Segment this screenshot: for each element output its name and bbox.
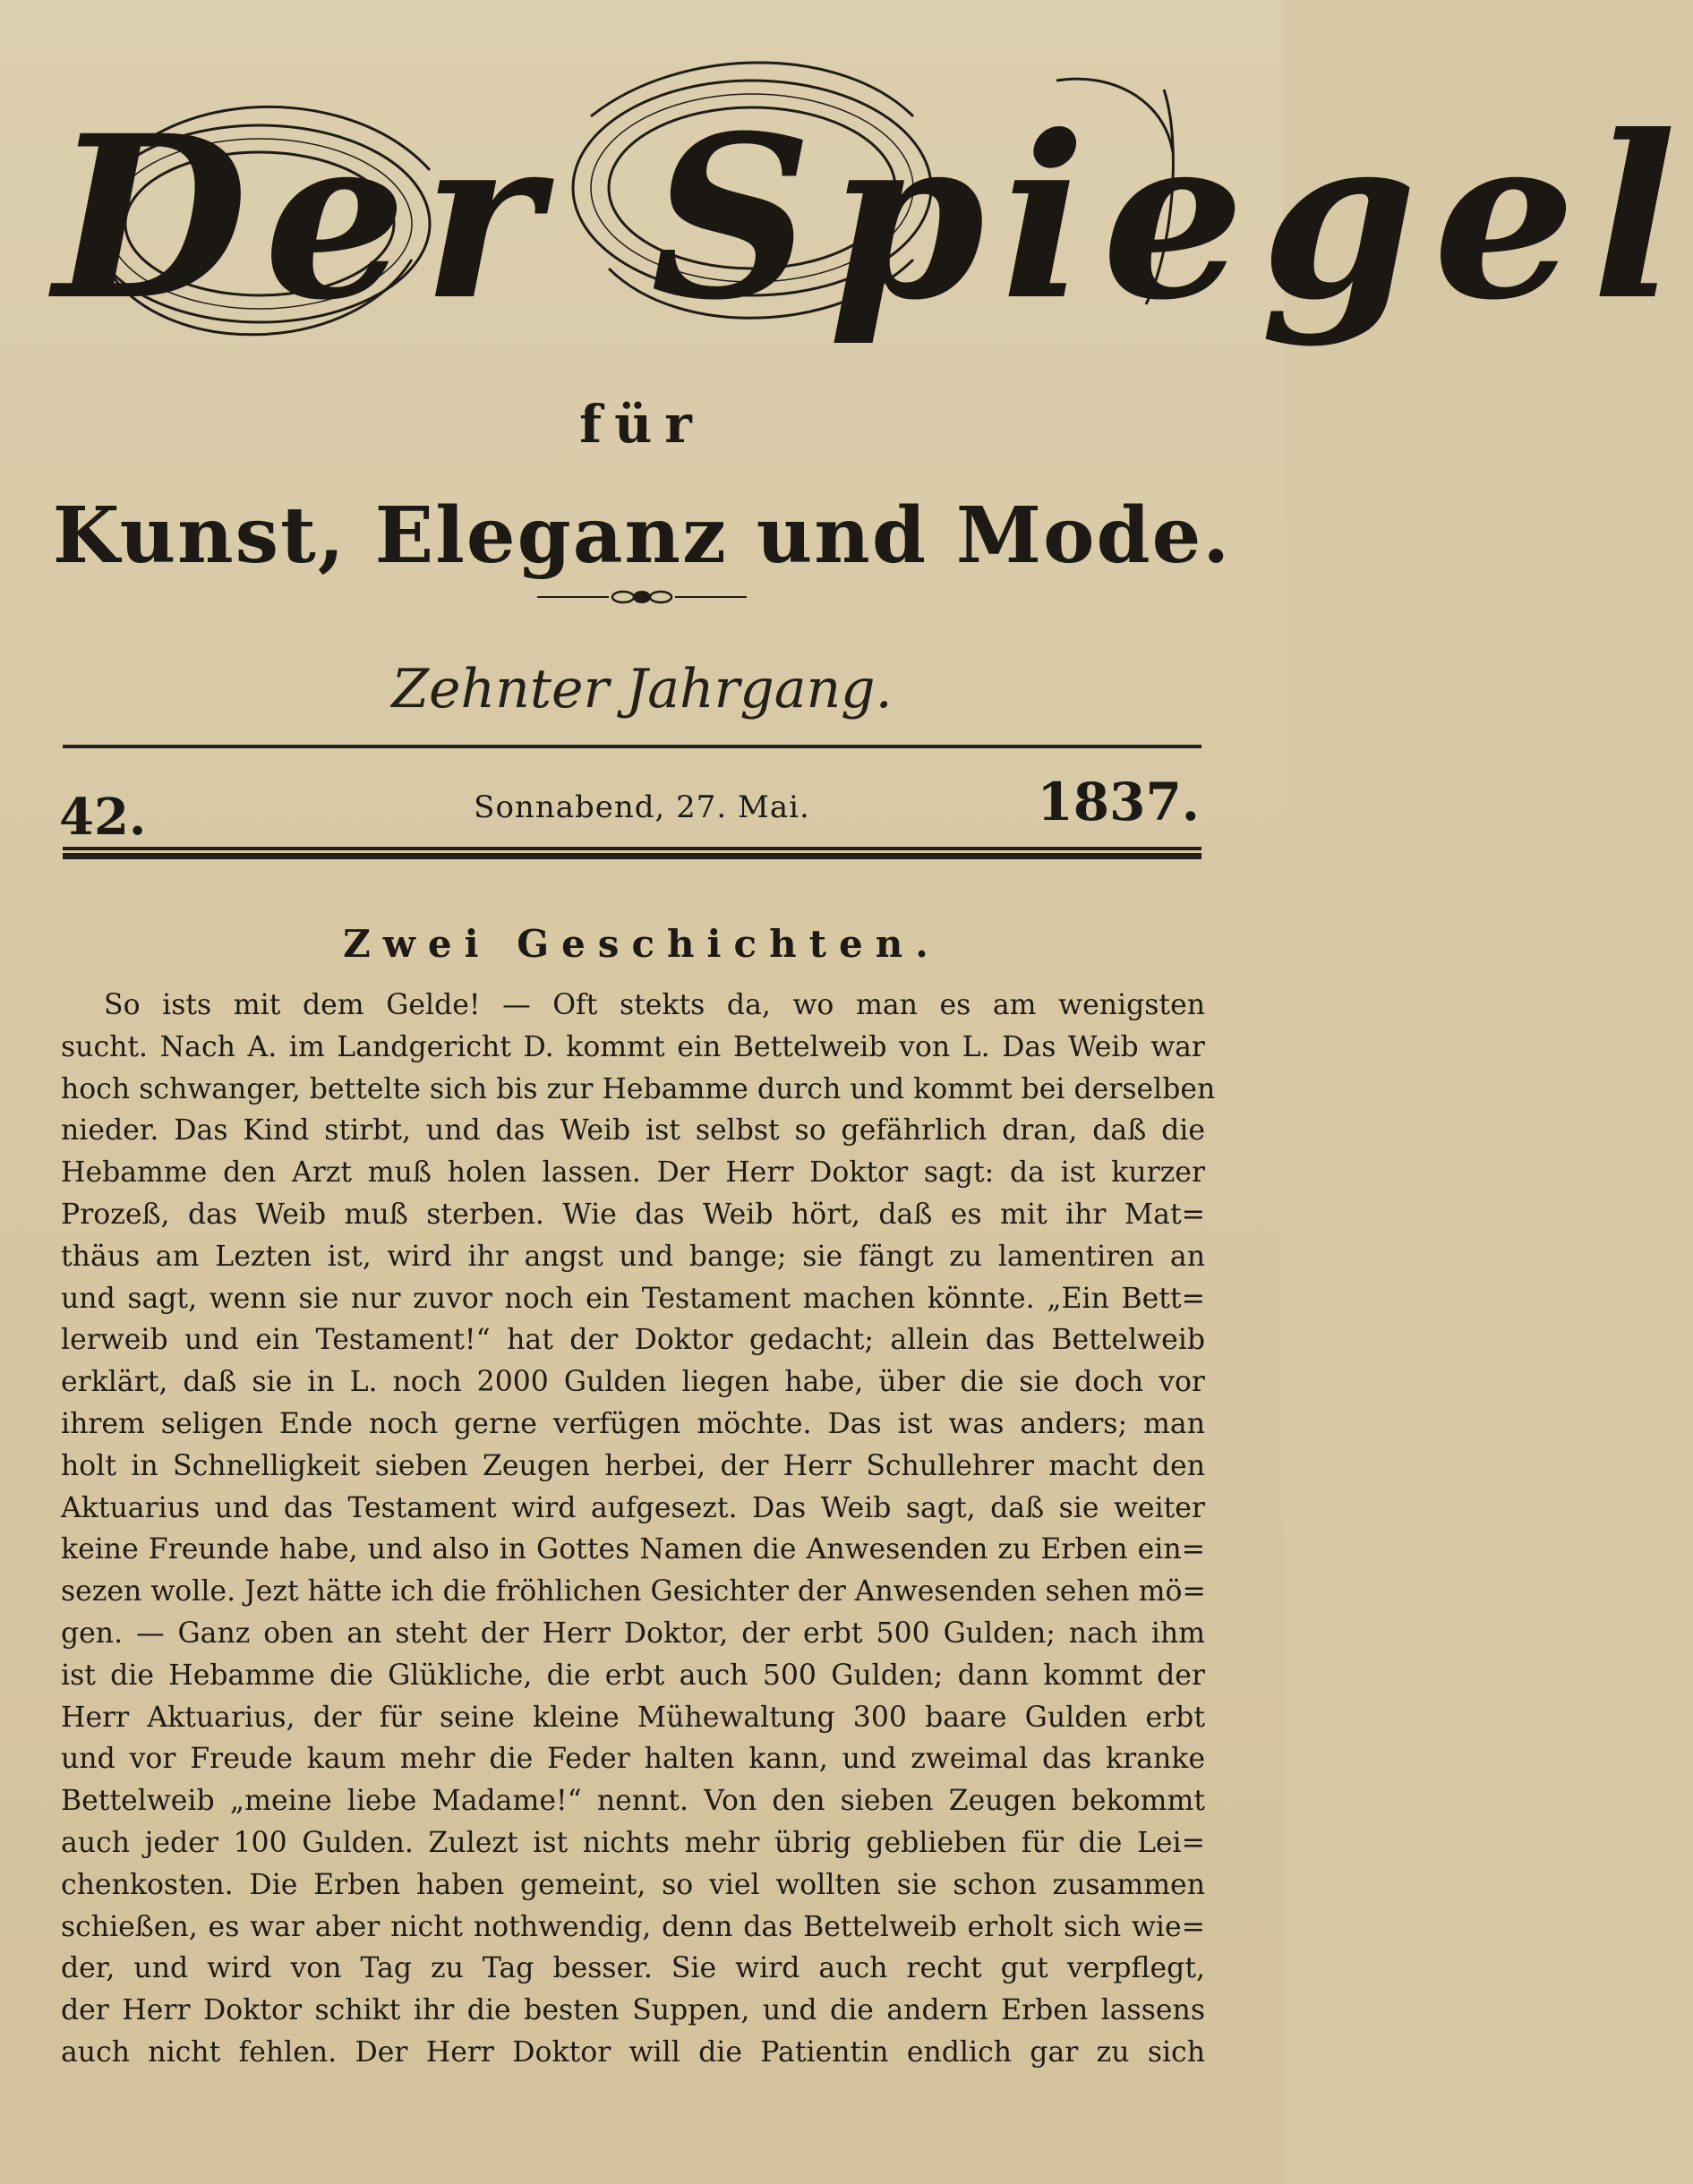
article-line: Bettelweib „meine liebe Madame!“ nennt. Von den sieben Zeugen bekommt	[61, 1785, 1205, 1818]
article-line: gen. — Ganz oben an steht der Herr Doktor, der erbt 500 Gulden; nach ihm	[61, 1617, 1205, 1650]
article-line: und vor Freude kaum mehr die Feder halten kann, und zweimal das kranke	[61, 1743, 1205, 1776]
article-line: sezen wolle. Jezt hätte ich die fröhlichen Gesichter der Anwesenden sehen mö=	[61, 1575, 1206, 1608]
article-title: Zwei Geschichten.	[343, 922, 941, 966]
article-line: erklärt, daß sie in L. noch 2000 Gulden liegen habe, über die sie doch vor	[61, 1366, 1205, 1399]
issue-year: 1837.	[1037, 772, 1200, 832]
masthead	[54, 36, 1693, 403]
article-line: chenkosten. Die Erben haben gemeint, so viel wollten sie schon zusammen	[61, 1868, 1205, 1901]
article-line: auch nicht fehlen. Der Herr Doktor will die Patientin endlich gar zu sich	[61, 2035, 1205, 2069]
article-line: auch jeder 100 Gulden. Zulezt ist nichts mehr übrig geblieben für die Lei=	[61, 1826, 1205, 1859]
article-line: ihrem seligen Ende noch gerne verfügen möchte. Das ist was anders; man	[61, 1407, 1205, 1440]
article-line: keine Freunde habe, und also in Gottes Namen die Anwesenden zu Erben ein=	[61, 1533, 1205, 1566]
article-line: hoch schwanger, bettelte sich bis zur Hebamme durch und kommt bei derselben	[61, 1072, 1216, 1105]
article-line: nieder. Das Kind stirbt, und das Weib ist selbst so gefährlich dran, daß die	[61, 1114, 1205, 1147]
article-line: schießen, es war aber nicht nothwendig, denn das Bettelweib erholt sich wie=	[61, 1910, 1205, 1943]
article-line: holt in Schnelligkeit sieben Zeugen herbei, der Herr Schullehrer macht den	[61, 1449, 1205, 1482]
article-line: Aktuarius und das Testament wird aufgesezt. Das Weib sagt, daß sie weiter	[61, 1491, 1205, 1524]
issue-number: 42.	[59, 788, 147, 847]
masthead-subtitle: Kunst, Eleganz und Mode.	[52, 491, 1232, 581]
article-line: der, und wird von Tag zu Tag besser. Sie wird auch recht gut verpflegt,	[61, 1952, 1205, 1985]
issue-date: Sonnabend, 27. Mai.	[474, 789, 810, 825]
article-line: ist die Hebamme die Glükliche, die erbt auch 500 Gulden; dann kommt der	[61, 1659, 1205, 1692]
article-line: Hebamme den Arzt muß holen lassen. Der Herr Doktor sagt: da ist kurzer	[61, 1156, 1205, 1190]
article-line: sucht. Nach A. im Landgericht D. kommt ein Bettelweib von L. Das Weib war	[61, 1030, 1205, 1063]
article-line: lerweib und ein Testament!“ hat der Doktor gedacht; allein das Bettelweib	[61, 1324, 1205, 1357]
article-line: Herr Aktuarius, der für seine kleine Mühewaltung 300 baare Gulden erbt	[61, 1701, 1205, 1734]
article-line: So ists mit dem Gelde! — Oft stekts da, wo man es am wenigsten	[104, 989, 1205, 1021]
article-line: und sagt, wenn sie nur zuvor noch ein Testament machen könnte. „Ein Bett=	[61, 1282, 1205, 1315]
article-line: Prozeß, das Weib muß sterben. Wie das Weib hört, daß es mit ihr Mat=	[61, 1198, 1205, 1231]
masthead-fuer: für	[579, 394, 705, 455]
article-body	[61, 985, 1216, 2074]
header-rule-bottom	[63, 847, 1201, 859]
masthead-title: Der Spiegel	[54, 86, 1693, 349]
header-rule-top	[63, 745, 1201, 748]
volume-label: Zehnter Jahrgang.	[391, 658, 893, 721]
ornament-divider-icon	[537, 584, 747, 610]
article-line: thäus am Lezten ist, wird ihr angst und bange; sie fängt zu lamentiren an	[61, 1240, 1205, 1273]
article-line: der Herr Doktor schikt ihr die besten Suppen, und die andern Erben lassens	[61, 1994, 1205, 2027]
